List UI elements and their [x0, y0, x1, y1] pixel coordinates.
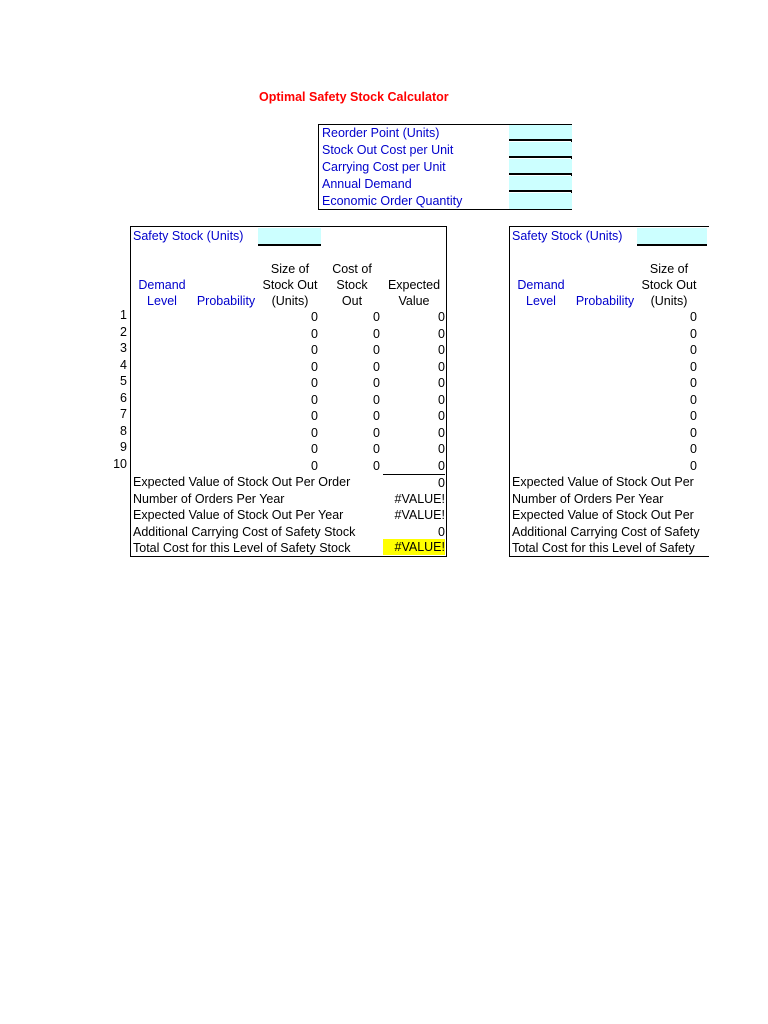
header-size-of-stock-out: Size of Stock Out (Units) — [262, 262, 318, 308]
additional-carrying-cost: 0 — [438, 524, 445, 539]
ev-stockout-per-year: #VALUE! — [394, 508, 445, 522]
input-label: Reorder Point (Units) — [322, 126, 440, 140]
summary-label: Additional Carrying Cost of Safety — [512, 524, 700, 539]
row-number: 4 — [120, 357, 127, 372]
safety-stock-table-2 — [509, 226, 709, 557]
input-row-annual-demand — [319, 176, 571, 193]
row-number: 2 — [120, 324, 127, 339]
input-row-stock-out-cost — [319, 142, 571, 159]
row-number: 3 — [120, 341, 127, 355]
input-row-eoq — [319, 193, 571, 210]
header-cost-of-stock-out: Cost of Stock Out — [332, 262, 372, 308]
ev-stockout-per-order: 0 — [383, 474, 445, 491]
header-demand-level: Demand Level — [138, 278, 186, 308]
carrying-cost-input[interactable] — [509, 159, 572, 175]
header-demand-level: Demand Level — [517, 278, 565, 308]
summary-label: Expected Value of Stock Out Per — [512, 508, 694, 522]
inputs-panel — [318, 124, 572, 210]
table-row: 0 — [690, 392, 697, 407]
summary-label: Total Cost for this Level of Safety — [512, 541, 695, 555]
row-number: 9 — [120, 440, 127, 454]
input-row-carrying-cost — [319, 159, 571, 176]
summary-label: Expected Value of Stock Out Per — [512, 475, 694, 489]
total-cost-highlight: #VALUE! — [383, 539, 445, 555]
row-number: 6 — [120, 390, 127, 405]
table-row: 0 — [690, 310, 697, 324]
header-expected-value: Expected Value — [387, 278, 441, 308]
row-number: 10 — [113, 456, 127, 471]
safety-stock-label: Safety Stock (Units) — [512, 229, 623, 243]
row-number: 1 — [120, 308, 127, 322]
summary-label: Number of Orders Per Year — [512, 491, 664, 506]
row-number: 8 — [120, 423, 127, 438]
summary-label: Number of Orders Per Year — [133, 491, 285, 506]
header-probability: Probability — [196, 294, 256, 308]
annual-demand-input[interactable] — [509, 176, 572, 192]
row-number: 7 — [120, 407, 127, 421]
header-size-of-stock-out: Size of Stock Out (Units) — [641, 262, 697, 308]
input-row-reorder-point — [319, 125, 571, 142]
safety-stock-input[interactable] — [258, 228, 321, 246]
table-row: 0 — [690, 442, 697, 456]
table-row: 0 — [690, 376, 697, 390]
safety-stock-label: Safety Stock (Units) — [133, 229, 244, 243]
eoq-input[interactable] — [509, 193, 572, 209]
reorder-point-input[interactable] — [509, 125, 572, 141]
input-label: Carrying Cost per Unit — [322, 160, 446, 174]
input-label: Economic Order Quantity — [322, 194, 463, 208]
input-label: Annual Demand — [322, 177, 412, 191]
header-probability: Probability — [575, 294, 635, 308]
table-row: 0 — [690, 359, 697, 374]
safety-stock-input[interactable] — [637, 228, 707, 246]
summary-label: Total Cost for this Level of Safety Stock — [133, 541, 351, 555]
row-number: 5 — [120, 374, 127, 388]
input-label: Stock Out Cost per Unit — [322, 143, 454, 157]
stock-out-cost-input[interactable] — [509, 142, 572, 158]
table-row: 0 — [690, 458, 697, 473]
summary-label: Expected Value of Stock Out Per Year — [133, 508, 344, 522]
summary-label: Expected Value of Stock Out Per Order — [133, 475, 351, 489]
table-row: 0 — [690, 409, 697, 423]
summary-label: Additional Carrying Cost of Safety Stock — [133, 524, 356, 539]
table-row: 0 — [690, 326, 697, 341]
table-row: 0 — [690, 425, 697, 440]
table-row: 0 — [690, 343, 697, 357]
safety-stock-table-1: Safety Stock (Units) Demand Level Probability Size of Stock Out (Units) Cost of Stock Out Expected Value 0 0 0 0 0 0 0 0 0 0 0 0 0 0 0 0 0 0 0 0 0 0 0 0 0 0 0 0 0 0 Expected Value of Stock Out Per Order 0 Number of Orders Per Year #VALUE! Expected Value of Stock Out Per Year #VALUE! Additional Carrying Cost of Safety Stock 0 Total Cost for this Level of Safety Stock #VALUE! — [130, 226, 447, 557]
page-title: Optimal Safety Stock Calculator — [259, 90, 449, 104]
orders-per-year: #VALUE! — [394, 491, 445, 506]
